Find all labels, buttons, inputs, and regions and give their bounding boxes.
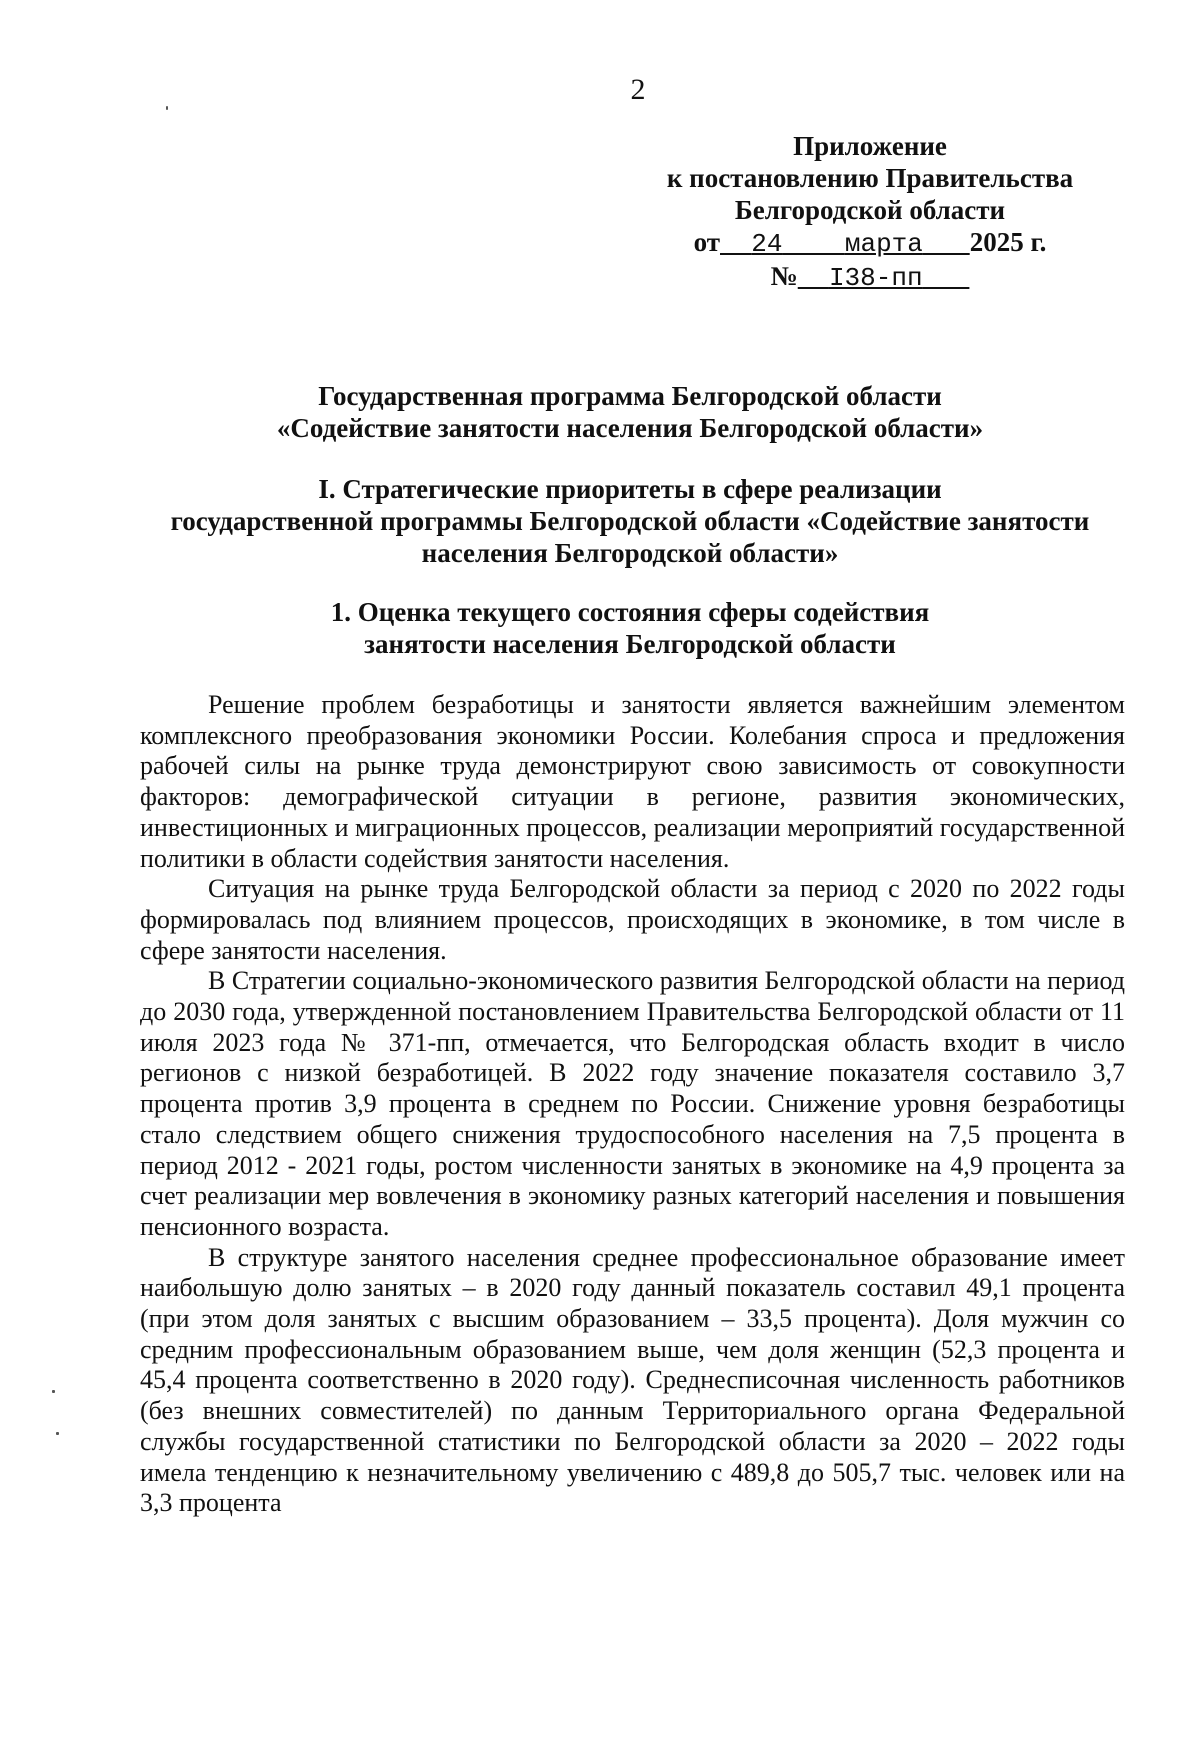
program-title-line: Государственная программа Белгородской области [318,381,942,411]
subsection-title-line: 1. Оценка текущего состояния сферы содействия [330,597,930,627]
scan-speck [166,106,168,110]
date-day: 24 [751,229,783,259]
paragraph: Ситуация на рынке труда Белгородской области за период с 2020 по 2022 годы формировалась под влиянием процессов, происходящих в экономике, в том числе в сфере занятости населения. [140,874,1125,965]
program-title [120,380,1140,444]
appendix-reference: к постановлению Правительства [666,163,1074,193]
paragraph: В структуре занятого населения среднее профессиональное образование имеет наибольшую долю занятых – в 2020 году данный показатель составил 49,1 процента (при этом доля занятых с высшим образованием – 33,5 процента). Доля мужчин со средним профессиональным образованием выше, чем доля женщин (52,3 процента и 45,4 процента соответственно в 2020 году). Среднесписочная численность работников (без внешних совместителей) по данным Территориального органа Федеральной службы государственной статистики по Белгородской области за 2020 – 2022 годы имела тенденцию к незначительному увеличению с 489,8 до 505,7 тыс. человек или на 3,3 процента [140,1242,1125,1518]
scan-speck [52,1390,55,1393]
number-blank [798,263,970,293]
section-title-line: государственной программы Белгородской области «Содействие занятости [170,506,1090,536]
section-title-line: населения Белгородской области» [421,538,839,568]
date-year: 2025 г. [969,227,1047,257]
appendix-title: Приложение [793,131,947,161]
body-text [140,690,1125,1519]
date-prefix: от [693,227,720,257]
appendix-number [640,260,1100,294]
number-value: I38-пп [828,263,923,293]
subsection-title-line: занятости населения Белгородской области [364,629,896,659]
date-month: марта [844,229,923,259]
appendix-region: Белгородской области [734,195,1006,225]
section-title [120,473,1140,569]
date-day-blank [720,229,970,259]
appendix-date [640,226,1100,260]
appendix-block [640,130,1100,294]
program-title-line: «Содействие занятости населения Белгородской области» [276,413,984,443]
paragraph: Решение проблем безработицы и занятости является важнейшим элементом комплексного преобразования экономики России. Колебания спроса и предложения рабочей силы на рынке труда демонстрируют свою зависимость от совокупности факторов: демографической ситуации в регионе, развития экономических, инвестиционных и миграционных процессов, реализации мероприятий государственной политики в области содействия занятости населения. [140,690,1125,873]
number-prefix: № [770,261,798,291]
subsection-title [120,596,1140,660]
scan-speck [56,1432,59,1435]
paragraph: В Стратегии социально-экономического развития Белгородской области на период до 2030 года, утвержденной постановлением Правительства Белгородской области от 11 июля 2023 года № 371-пп, отмечается, что Белгородская область входит в число регионов с низкой безработицей. В 2022 году значение показателя составило 3,7 процента против 3,9 процента в среднем по России. Снижение уровня безработицы стало следствием общего снижения трудоспособного населения на 7,5 процента в период 2012 - 2021 годы, ростом численности занятых в экономике на 4,9 процента за счет реализации мер вовлечения в экономику разных категорий населения и повышения пенсионного возраста. [140,966,1125,1241]
page-number: 2 [630,73,646,106]
section-title-line: I. Стратегические приоритеты в сфере реализации [318,474,942,504]
